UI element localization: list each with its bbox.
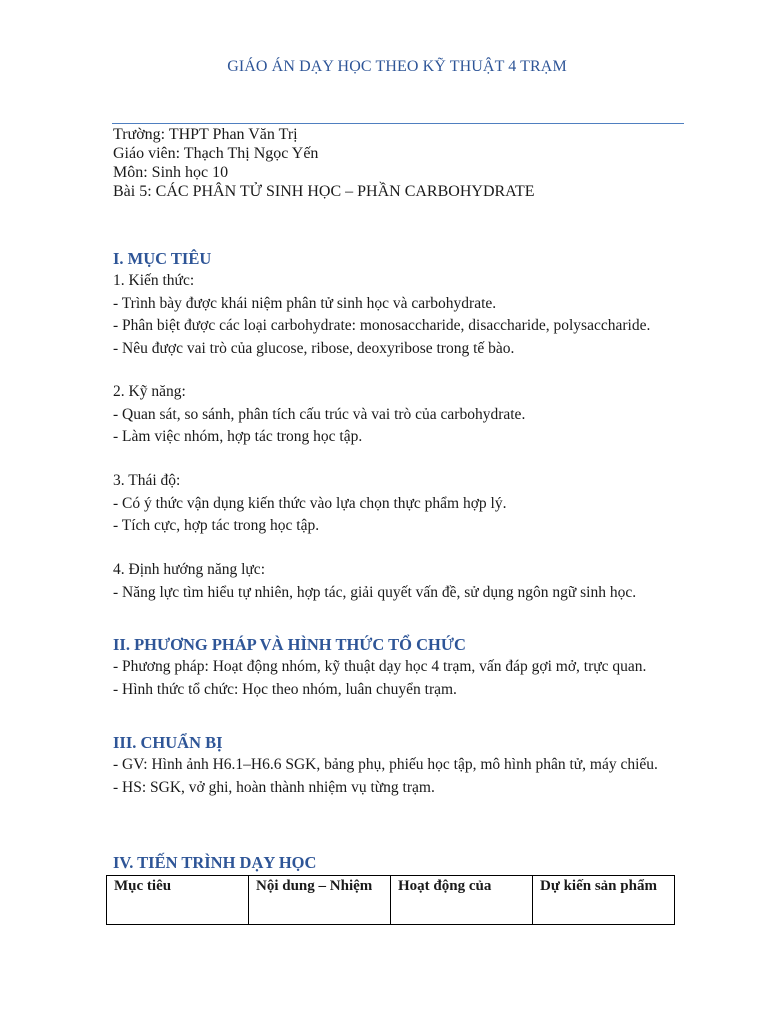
competence-title: 4. Định hướng năng lực: bbox=[113, 561, 265, 578]
document-title: GIÁO ÁN DẠY HỌC THEO KỸ THUẬT 4 TRẠM bbox=[227, 58, 567, 75]
section-heading-preparation: III. CHUẨN BỊ bbox=[113, 733, 223, 752]
lesson-info bbox=[113, 125, 535, 201]
skills-item: - Quan sát, so sánh, phân tích cấu trúc và vai trò của carbohydrate. bbox=[113, 405, 526, 423]
table-header-cell: Mục tiêu bbox=[107, 876, 249, 925]
attitude-item: - Tích cực, hợp tác trong học tập. bbox=[113, 517, 320, 534]
section-process bbox=[113, 852, 693, 874]
preparation-students: - HS: SGK, vở ghi, hoàn thành nhiệm vụ từng trạm. bbox=[113, 778, 435, 796]
table-header-cell: Nội dung – Nhiệm bbox=[249, 876, 391, 925]
section-skills bbox=[113, 381, 693, 449]
knowledge-item: - Phân biệt được các loại carbohydrate: monosaccharide, disaccharide, polysaccharide. bbox=[113, 317, 651, 334]
methods-item: - Phương pháp: Hoạt động nhóm, kỹ thuật dạy học 4 trạm, vấn đáp gợi mở, trực quan. bbox=[113, 658, 647, 675]
table-header-cell: Hoạt động của bbox=[391, 876, 533, 925]
table-header-row bbox=[107, 876, 675, 925]
attitude-title: 3. Thái độ: bbox=[113, 472, 181, 489]
knowledge-title: 1. Kiến thức: bbox=[113, 272, 195, 289]
section-attitude bbox=[113, 470, 693, 538]
section-preparation bbox=[113, 732, 673, 799]
teacher-line: Giáo viên: Thạch Thị Ngọc Yến bbox=[113, 145, 319, 162]
lesson-process-table bbox=[106, 875, 675, 925]
skills-item: - Làm việc nhóm, hợp tác trong học tập. bbox=[113, 428, 363, 445]
subject-line: Môn: Sinh học 10 bbox=[113, 164, 229, 181]
table-header-cell: Dự kiến sản phẩm bbox=[533, 876, 675, 925]
section-competence bbox=[113, 559, 693, 604]
section-objectives bbox=[113, 248, 693, 360]
title-underline bbox=[112, 123, 684, 124]
attitude-item: - Có ý thức vận dụng kiến thức vào lựa chọn thực phẩm hợp lý. bbox=[113, 494, 507, 512]
knowledge-item: - Nêu được vai trò của glucose, ribose, deoxyribose trong tế bào. bbox=[113, 339, 515, 357]
section-heading-methods: II. PHƯƠNG PHÁP VÀ HÌNH THỨC TỔ CHỨC bbox=[113, 635, 466, 654]
skills-title: 2. Kỹ năng: bbox=[113, 383, 186, 400]
section-heading-process: IV. TIẾN TRÌNH DẠY HỌC bbox=[113, 853, 317, 872]
lesson-line: Bài 5: CÁC PHÂN TỬ SINH HỌC – PHẦN CARBOHYDRATE bbox=[113, 183, 535, 200]
competence-item: - Năng lực tìm hiểu tự nhiên, hợp tác, giải quyết vấn đề, sử dụng ngôn ngữ sinh học. bbox=[113, 583, 637, 601]
section-methods bbox=[113, 634, 693, 701]
knowledge-item: - Trình bày được khái niệm phân tử sinh học và carbohydrate. bbox=[113, 294, 497, 312]
school-line: Trường: THPT Phan Văn Trị bbox=[113, 126, 298, 143]
preparation-teacher: - GV: Hình ảnh H6.1–H6.6 SGK, bảng phụ, phiếu học tập, mô hình phân tử, máy chiếu. bbox=[113, 756, 658, 773]
methods-item: - Hình thức tổ chức: Học theo nhóm, luân chuyển trạm. bbox=[113, 680, 457, 698]
section-heading-objectives: I. MỤC TIÊU bbox=[113, 249, 212, 268]
